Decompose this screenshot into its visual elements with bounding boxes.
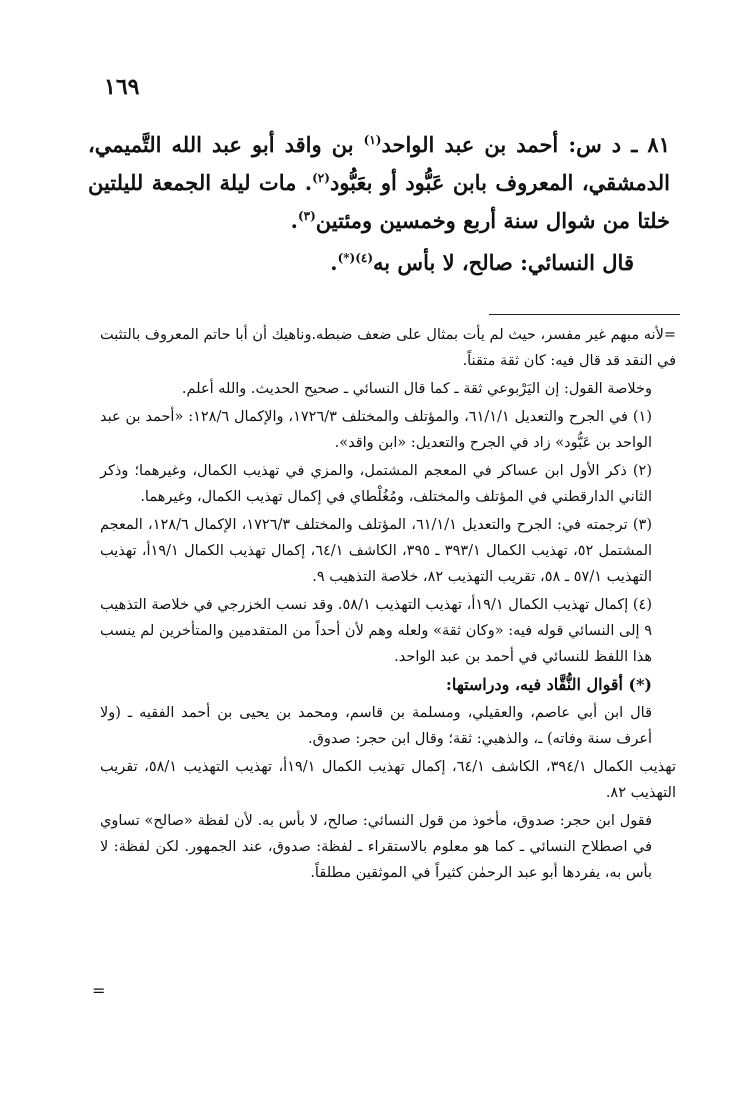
- quote-text: قال النسائي: صالح، لا بأس به: [373, 250, 634, 275]
- critics-paragraph: قال ابن أبي عاصم، والعقيلي، ومسلمة بن قاسم، ومحمد بن يحيى بن أحمد الفقيه ـ (ولا أعرف سنة وفاته) ـ، والذهبي: ثقة؛ وقال ابن حجر: صدوق.: [100, 705, 652, 747]
- critics-heading: (*) أقوال النُّقَّاد فيه، ودراستها:: [445, 675, 652, 694]
- entry-text: .: [290, 208, 298, 233]
- entry-paragraph: [88, 126, 670, 240]
- quote-end: .: [330, 250, 338, 275]
- biography-entry: [88, 126, 670, 282]
- footnote-conclusion: وخلاصة القول: إن اليَرْبوعي ثقة ـ كما قال النسائي ـ صحيح الحديث. والله أعلم.: [181, 381, 652, 397]
- footnote-3: (٣) ترجمته في: الجرح والتعديل ٦١/١/١، المؤتلف والمختلف ١٧٢٦/٣، الإكمال ١٢٨/٦، المعجم المشتمل ٥٢، تهذيب الكمال ٣٩٣/١ ـ ٣٩٥، الكاشف ٦٤/١، إكمال تهذيب الكمال ١٩/١أ، تهذيب التهذيب ٥٧/١ ـ ٥٨، تقريب التهذيب ٨٢، خلاصة التذهيب ٩.: [100, 517, 653, 585]
- footnote-1: (١) في الجرح والتعديل ٦١/١/١، والمؤتلف والمختلف ١٧٢٦/٣، والإكمال ١٢٨/٦: «أحمد بن عبد الواحد بن عَبُّود» زاد في الجرح والتعديل: «ابن واقد».: [100, 409, 652, 451]
- references-paragraph: تهذيب الكمال ٣٩٤/١، الكاشف ٦٤/١، إكمال تهذيب الكمال ١٩/١أ، تهذيب التهذيب ٥٨/١، تقريب التهذيب ٨٢.: [100, 759, 677, 801]
- footnote-continuation: =لأنه مبهم غير مفسر، حيث لم يأت بمثال على ضعف ضبطه.وناهيك أن أبا حاتم المعروف بالتثبت في النقد قد قال فيه: كان ثقة متقناً.: [100, 327, 676, 369]
- footnote-4: (٤) إكمال تهذيب الكمال ١٩/١أ، تهذيب التهذيب ٥٨/١. وقد نسب الخزرجي في خلاصة التذهيب ٩ إلى النسائي قوله فيه: «وكان ثقة» ولعله وهم لأن أحداً من المتقدمين والمتأخرين لم ينسب هذا اللفظ للنسائي في أحمد بن عبد الواحد.: [100, 597, 652, 665]
- footnote-ref-3[interactable]: (٣): [297, 209, 316, 223]
- continuation-mark: =: [92, 981, 106, 1000]
- footnote-ref-2[interactable]: (٢): [312, 171, 330, 185]
- footnote-divider: [489, 314, 680, 315]
- footnote-ref-4[interactable]: (٤)(*): [337, 251, 374, 265]
- page-number: ١٦٩: [104, 74, 140, 100]
- footnote-ref-1[interactable]: (١): [363, 133, 382, 147]
- entry-text: . مات ليلة الجمعة لليلتين خلتا من شوال سنة أربع وخمسين ومئتين: [88, 170, 670, 233]
- entry-text: بن واقد أبو عبد الله التَّميمي، الدمشقي، المعروف بابن عَبُّود أو بعَبُّود: [88, 132, 670, 195]
- footnotes: [100, 322, 676, 888]
- footnote-2: (٢) ذكر الأول ابن عساكر في المعجم المشتمل، والمزي في تهذيب الكمال، وغيرهما؛ وذكر الثاني الدارقطني في المؤتلف والمختلف، ومُغُلْطاي في إكمال تهذيب الكمال، وغيرهما.: [100, 463, 652, 505]
- entry-text: ٨١ ـ د س: أحمد بن عبد الواحد: [381, 132, 670, 157]
- nasai-quote: [88, 244, 670, 282]
- analysis-paragraph: فقول ابن حجر: صدوق، مأخوذ من قول النسائي: صالح، لا بأس به. لأن لفظة «صالح» تساوي في اصطلاح النسائي ـ كما هو معلوم بالاستقراء ـ لفظة: صدوق، عند الجمهور. لكن لفظة: لا بأس به، يفردها أبو عبد الرحمٰن كثيراً في الموثقين مطلقاً.: [100, 813, 652, 881]
